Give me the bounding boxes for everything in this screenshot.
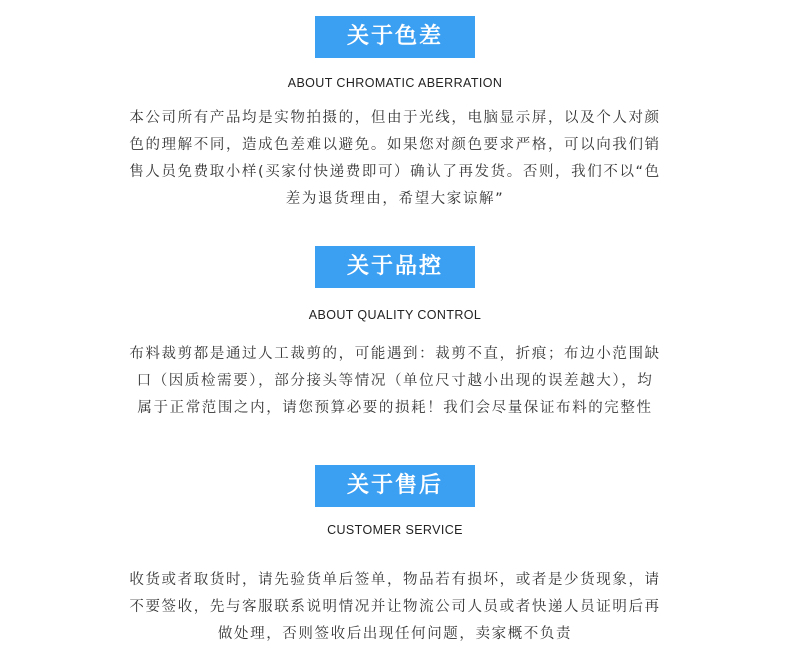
section-body (118, 341, 672, 422)
section-body (118, 567, 672, 648)
body-line: 不要签收，先与客服联系说明情况并让物流公司人员或者快递人员证明后再 (129, 599, 661, 615)
body-line: 差为退货理由，希望大家谅解” (285, 191, 505, 207)
section-subtitle: ABOUT QUALITY CONTROL (308, 308, 482, 322)
section-body (118, 105, 672, 213)
body-line: 本公司所有产品均是实物拍摄的，但由于光线，电脑显示屏，以及个人对颜 (129, 110, 661, 126)
body-line: 属于正常范围之内，请您预算必要的损耗！我们会尽量保证布料的完整性 (137, 400, 653, 416)
section-title-badge: 关于售后 (315, 465, 475, 507)
section-subtitle: ABOUT CHROMATIC ABERRATION (287, 76, 503, 90)
section-subtitle: CUSTOMER SERVICE (327, 523, 463, 537)
body-line: 口（因质检需要），部分接头等情况（单位尺寸越小出现的误差越大），均 (136, 373, 654, 389)
section-title-badge: 关于品控 (315, 246, 475, 288)
body-line: 布料裁剪都是通过人工裁剪的，可能遇到：裁剪不直，折痕；布边小范围缺 (129, 346, 661, 362)
body-line: 色的理解不同，造成色差难以避免。如果您对颜色要求严格，可以向我们销 (129, 137, 661, 153)
body-line: 做处理，否则签收后出现任何问题，卖家概不负责 (217, 626, 573, 642)
body-line: 售人员免费取小样(买家付快递费即可）确认了再发货。否则，我们不以“色 (129, 164, 661, 180)
body-line: 收货或者取货时，请先验货单后签单，物品若有损坏，或者是少货现象，请 (129, 572, 661, 588)
section-title-badge: 关于色差 (315, 16, 475, 58)
